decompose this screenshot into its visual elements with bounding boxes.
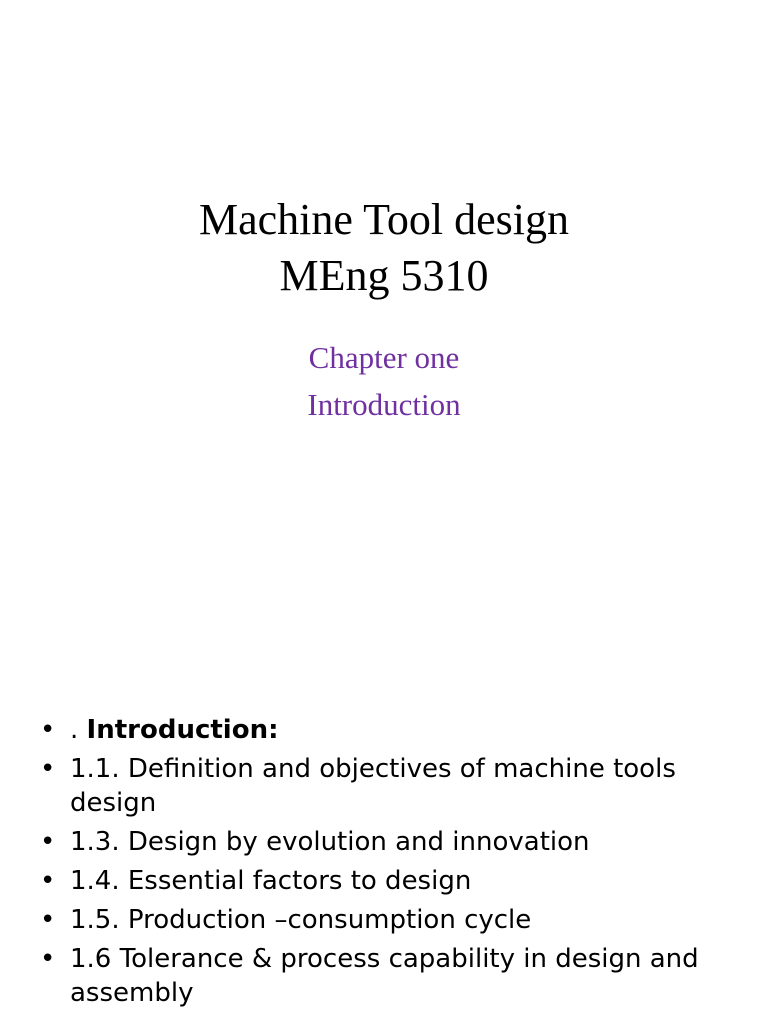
list-item-text: Introduction: [86, 715, 279, 745]
list-item-text: 1.4. Essential factors to design [70, 866, 472, 896]
bullet-icon: • [40, 905, 56, 935]
title-line-1: Machine Tool design [198, 195, 570, 244]
list-item [40, 864, 740, 898]
slide-title [0, 192, 768, 304]
bullet-icon: • [40, 944, 56, 974]
list-item [40, 942, 740, 1010]
bullet-icon: • [40, 715, 56, 745]
bullet-icon: • [40, 754, 56, 784]
slide-subtitle [0, 334, 768, 428]
list-item [40, 752, 740, 820]
subtitle-line-2: Introduction [307, 387, 461, 422]
list-item [40, 713, 740, 747]
list-item [40, 903, 740, 937]
list-item-text: 1.1. Definition and objectives of machine tools design [70, 754, 676, 818]
contents-list [40, 713, 740, 1015]
bullet-icon: • [40, 866, 56, 896]
list-item-text: 1.5. Production –consumption cycle [70, 905, 532, 935]
bullet-icon: • [40, 827, 56, 857]
list-item [40, 825, 740, 859]
subtitle-line-1: Chapter one [308, 340, 460, 375]
list-item-text: 1.3. Design by evolution and innovation [70, 827, 590, 857]
list-item-text: 1.6 Tolerance & process capability in design and assembly [70, 944, 699, 1008]
list-item-prefix: . [70, 715, 87, 745]
title-line-2: MEng 5310 [279, 251, 489, 300]
